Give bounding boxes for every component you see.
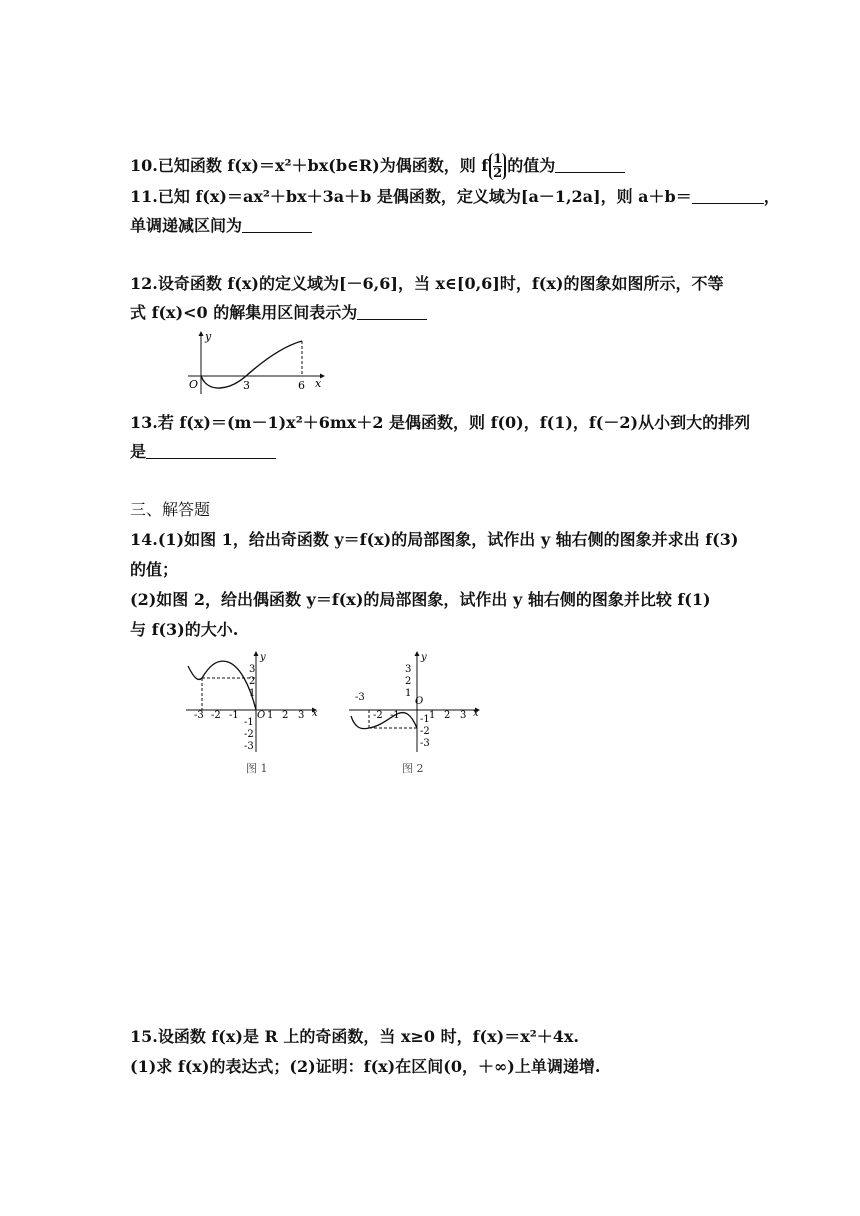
svg-text:1: 1 — [267, 710, 274, 721]
curve — [201, 341, 302, 388]
answer-blank — [692, 187, 764, 204]
svg-text:-2: -2 — [211, 710, 221, 721]
q12-line2: 式 f(x)<0 的解集用区间表示为 — [130, 302, 427, 324]
svg-text:2: 2 — [249, 676, 256, 687]
q14-line3: (2)如图 2，给出偶函数 y＝f(x)的局部图象，试作出 y 轴右侧的图象并比较 f(1) — [130, 590, 711, 609]
svg-text:-1: -1 — [390, 710, 400, 721]
figure-2 — [345, 648, 490, 778]
svg-text:x: x — [312, 708, 318, 719]
q11-line2: 单调递减区间为 — [130, 215, 312, 237]
svg-text:-1: -1 — [420, 714, 430, 725]
q14-line4: 与 f(3)的大小. — [130, 620, 239, 639]
q13-line2: 是 — [130, 441, 276, 463]
tick-3: 3 — [243, 379, 250, 392]
svg-text:-1: -1 — [244, 717, 254, 728]
svg-text:3: 3 — [298, 710, 305, 721]
svg-text:y: y — [260, 652, 266, 663]
curve — [351, 713, 417, 729]
svg-text:1: 1 — [249, 688, 256, 699]
svg-text:-3: -3 — [194, 710, 204, 721]
svg-text:O: O — [257, 710, 266, 721]
y-axis-arrow — [199, 331, 204, 336]
q15-line2: (1)求 f(x)的表达式；(2)证明：f(x)在区间(0，＋∞)上单调递增. — [130, 1057, 601, 1076]
svg-text:1: 1 — [429, 710, 436, 721]
svg-text:-2: -2 — [373, 710, 383, 721]
q11-line1: 11.已知 f(x)＝ax²＋bx＋3a＋b 是偶函数，定义域为[a－1,2a]，则 a＋b＝ ， — [130, 187, 780, 206]
answer-blank — [357, 303, 427, 320]
origin-label: O — [189, 378, 199, 391]
svg-text:1: 1 — [405, 688, 412, 699]
svg-text:-3: -3 — [244, 741, 254, 752]
q14-line2: 的值； — [130, 560, 179, 579]
svg-text:x: x — [473, 708, 479, 719]
svg-text:O: O — [415, 696, 424, 707]
svg-text:-1: -1 — [229, 710, 239, 721]
svg-text:2: 2 — [405, 676, 412, 687]
curve — [188, 661, 256, 710]
answer-blank — [146, 442, 276, 459]
svg-text:-3: -3 — [420, 738, 430, 749]
x-label: x — [315, 377, 322, 390]
figure-1 — [180, 648, 325, 778]
q13-line1: 13.若 f(x)＝(m－1)x²＋6mx＋2 是偶函数，则 f(0)，f(1)，f(－2)从小到大的排列 — [130, 413, 751, 432]
fraction-one-half: $\frac{1}{2}$ — [489, 153, 506, 180]
svg-text:3: 3 — [405, 664, 412, 675]
answer-blank — [242, 216, 312, 233]
q12-figure — [180, 328, 330, 398]
svg-text:3: 3 — [249, 664, 256, 675]
y-label: y — [205, 330, 212, 343]
figure-1-caption: 图 1 — [246, 762, 268, 775]
q15-line1: 15.设函数 f(x)是 R 上的奇函数，当 x≥0 时，f(x)＝x²＋4x. — [130, 1027, 579, 1046]
svg-text:-2: -2 — [244, 729, 254, 740]
svg-text:-2: -2 — [420, 726, 430, 737]
q14-line1: 14.(1)如图 1，给出奇函数 y＝f(x)的局部图象，试作出 y 轴右侧的图象并求出 f(3) — [130, 530, 739, 549]
q10-text-after: 的值为 — [507, 156, 556, 175]
svg-text:-3: -3 — [355, 692, 365, 703]
svg-text:2: 2 — [444, 710, 451, 721]
answer-blank — [555, 156, 625, 173]
svg-text:y: y — [421, 652, 427, 663]
section-heading: 三、解答题 — [130, 500, 211, 519]
svg-text:3: 3 — [460, 710, 467, 721]
svg-text:2: 2 — [282, 710, 289, 721]
q12-line1: 12.设奇函数 f(x)的定义域为[－6,6]，当 x∈[0,6]时，f(x)的图象如图所示，不等 — [130, 274, 724, 293]
tick-6: 6 — [298, 379, 305, 392]
q10-line — [130, 153, 625, 180]
q10-text: 10.已知函数 f(x)＝x²＋bx(b∈R)为偶函数，则 f — [130, 156, 489, 175]
figure-2-caption: 图 2 — [402, 762, 424, 775]
